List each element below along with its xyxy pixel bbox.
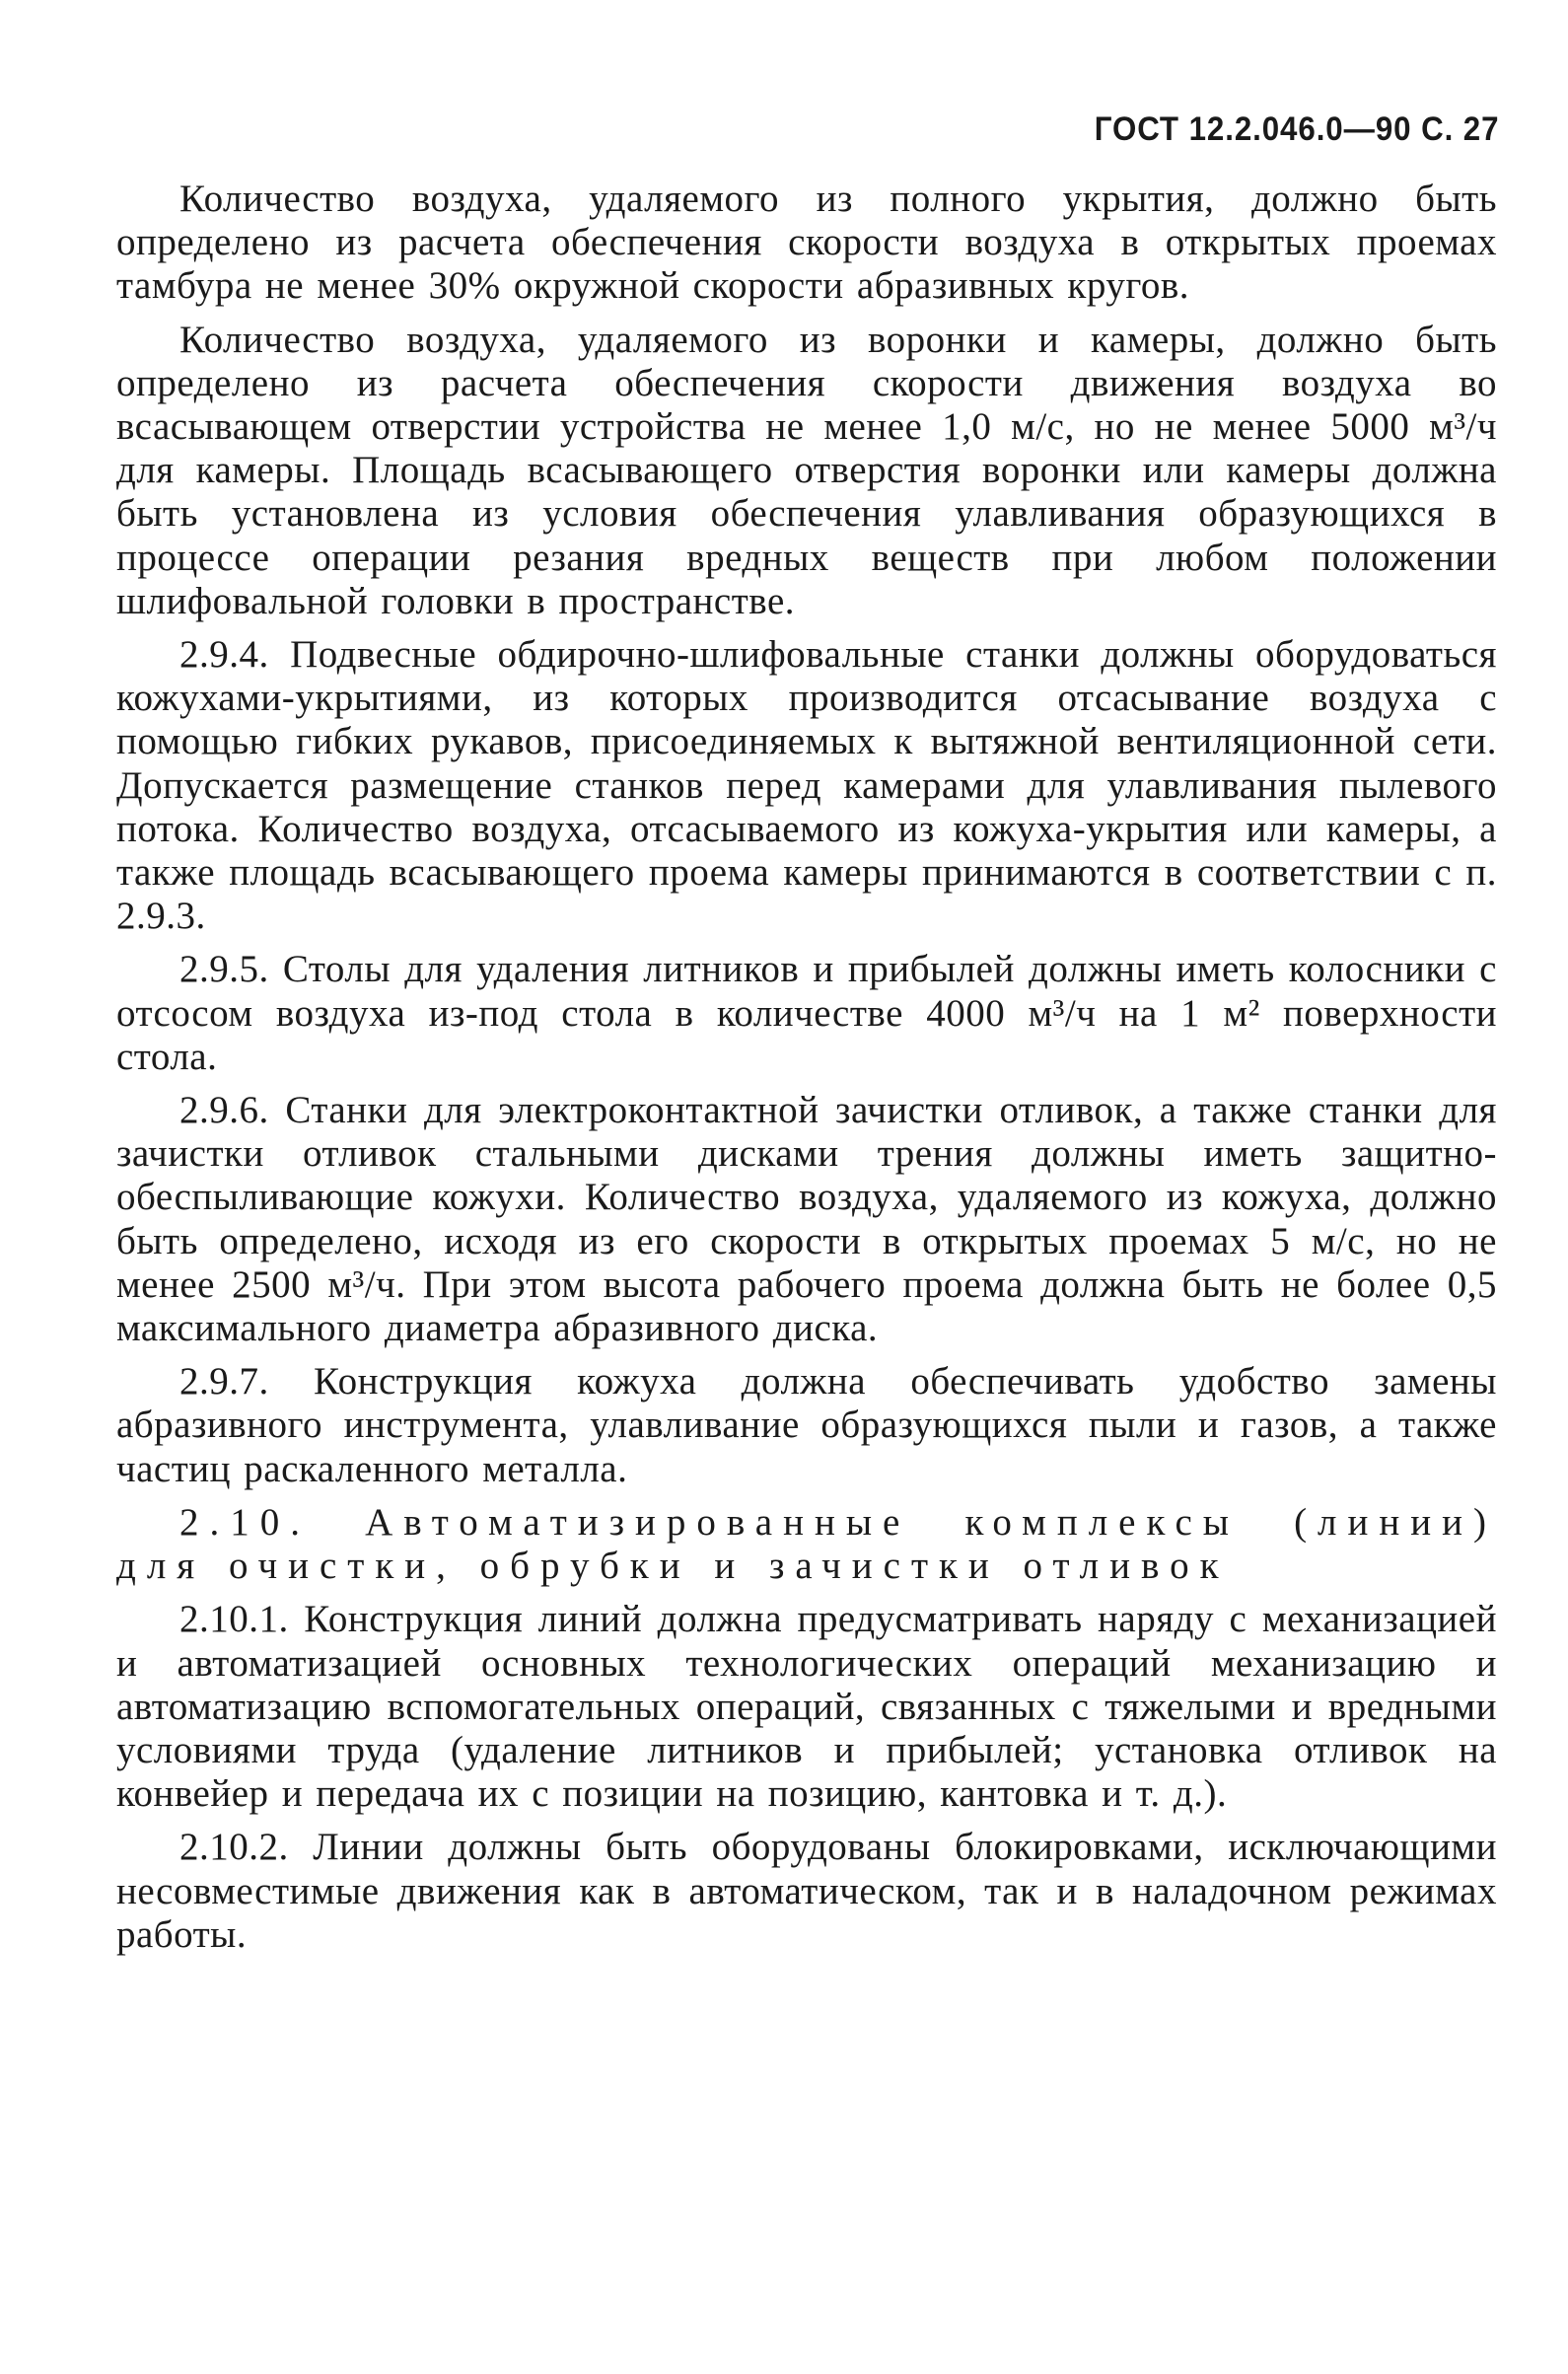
page-header: ГОСТ 12.2.046.0—90 С. 27 <box>1094 110 1499 148</box>
document-body <box>116 178 1497 1967</box>
paragraph: Количество воздуха, удаляемого из воронки и камеры, должно быть определено из расчета обеспечения скорости движения воздуха во всасывающем отверстии устройства не менее 1,0 м/с, но не менее 5000 м³/ч для камеры. Площадь всасывающего отверстия воронки или камеры должна быть установлена из условия обеспечения улавливания образующихся в процессе операции резания вредных веществ при любом положении шлифовальной головки в пространстве. <box>116 318 1497 622</box>
section-heading: 2.10. Автоматизированные комплексы (линии) для очистки, обрубки и зачистки отливок <box>116 1500 1497 1588</box>
paragraph: 2.9.4. Подвесные обдирочно-шлифовальные станки должны оборудоваться кожухами-укрытиями, из которых производится отсасывание воздуха с помощью гибких рукавов, присоединяемых к вытяжной вентиляционной сети. Допускается размещение станков перед камерами для улавливания пылевого потока. Количество воздуха, отсасываемого из кожуха-укрытия или камеры, а также площадь всасывающего проема камеры принимаются в соответствии с п. 2.9.3. <box>116 633 1497 938</box>
paragraph: 2.9.5. Столы для удаления литников и прибылей должны иметь колосники с отсосом воздуха из-под стола в количестве 4000 м³/ч на 1 м² поверхности стола. <box>116 948 1497 1078</box>
paragraph: 2.10.2. Линии должны быть оборудованы блокировками, исключающими несовместимые движения как в автоматическом, так и в наладочном режимах работы. <box>116 1826 1497 1956</box>
paragraph: 2.9.6. Станки для электроконтактной зачистки отливок, а также станки для зачистки отливок стальными дисками трения должны иметь защитно-обеспыливающие кожухи. Количество воздуха, удаляемого из кожуха, должно быть определено, исходя из его скорости в открытых проемах 5 м/с, но не менее 2500 м³/ч. При этом высота рабочего проема должна быть не более 0,5 максимального диаметра абразивного диска. <box>116 1089 1497 1350</box>
paragraph: 2.10.1. Конструкция линий должна предусматривать наряду с механизацией и автоматизацией основных технологических операций механизацию и автоматизацию вспомогательных операций, связанных с тяжелыми и вредными условиями труда (удаление литников и прибылей; установка отливок на конвейер и передача их с позиции на позицию, кантовка и т. д.). <box>116 1598 1497 1816</box>
paragraph: 2.9.7. Конструкция кожуха должна обеспечивать удобство замены абразивного инструмента, улавливание образующихся пыли и газов, а также частиц раскаленного металла. <box>116 1360 1497 1490</box>
paragraph: Количество воздуха, удаляемого из полного укрытия, должно быть определено из расчета обеспечения скорости воздуха в открытых проемах тамбура не менее 30% окружной скорости абразивных кругов. <box>116 178 1497 308</box>
